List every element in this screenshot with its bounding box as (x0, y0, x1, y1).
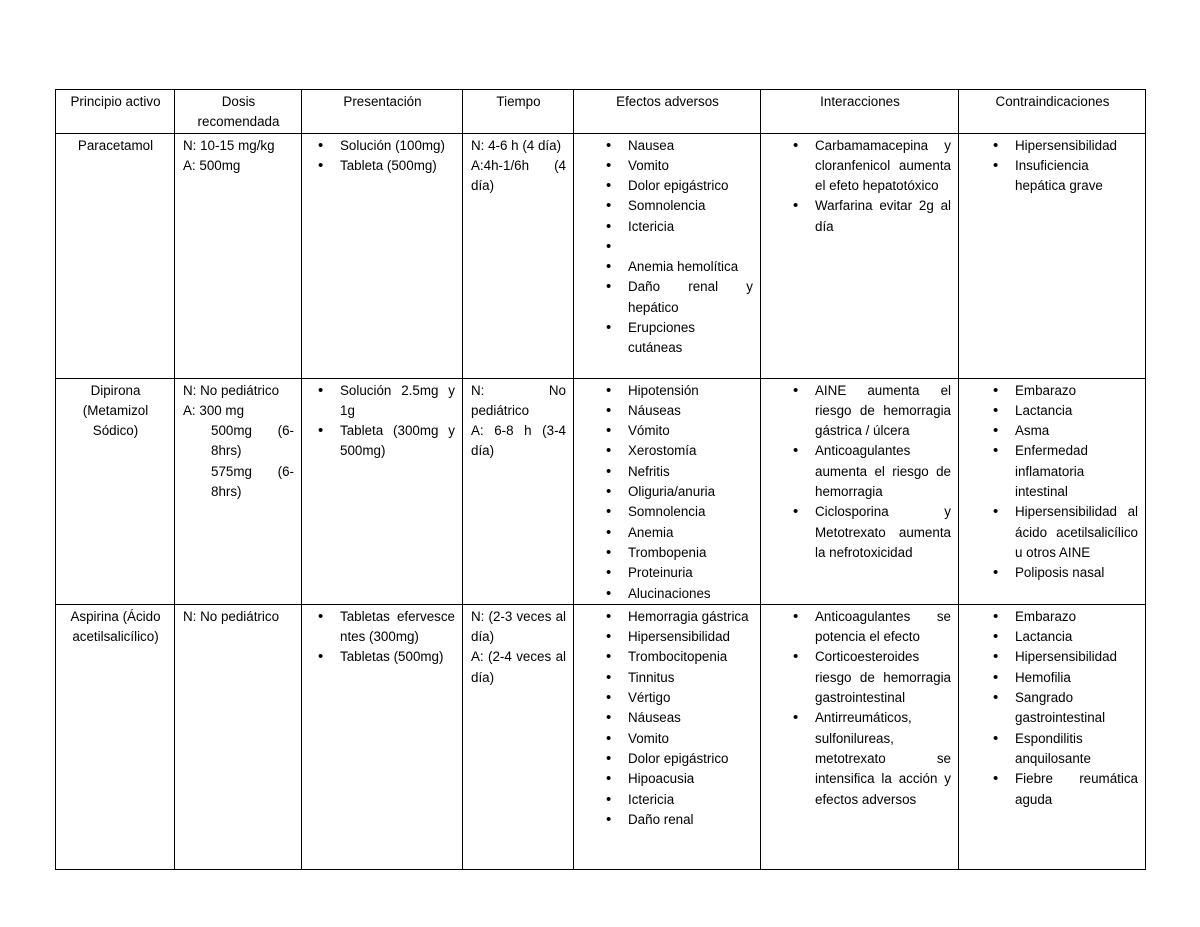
list-item: • Daño renal (604, 810, 753, 830)
list-item: • Alucinaciones (604, 584, 753, 604)
cell-presentacion (302, 378, 463, 604)
cell-contraindicaciones (959, 133, 1146, 378)
list-item: • Anemia (604, 523, 753, 543)
cell-efectos (574, 133, 761, 378)
dose-line: N: No pediátrico (183, 382, 280, 398)
cell-efectos (574, 378, 761, 604)
cell-contraindicaciones (959, 604, 1146, 869)
list-item: • Warfarina evitar 2g al día (791, 196, 951, 237)
list-item: • Sangrado gastrointestinal (991, 688, 1138, 729)
time-line: N: (2-3 veces al día) (471, 608, 566, 645)
list-item: • Corticoesteroides riesgo de hemorragia gastrointestinal (791, 647, 951, 708)
cell-tiempo (463, 133, 574, 378)
list-item: • Hipersensibilidad (604, 627, 753, 647)
list-item: • Tableta (500mg) (316, 156, 455, 176)
list-item: • Trombocitopenia (604, 647, 753, 667)
list-item: • Vómito (604, 421, 753, 441)
dose-line: A: 500mg (183, 157, 241, 173)
list-item: • Dolor epigástrico (604, 749, 753, 769)
document-page (55, 89, 1146, 870)
list-item: • Asma (991, 421, 1138, 441)
list-item: • Solución (100mg) (316, 136, 455, 156)
list-item: • Espondilitis anquilosante (991, 729, 1138, 770)
cell-presentacion (302, 604, 463, 869)
list-item: • Proteinuria (604, 563, 753, 583)
list-item: • Hemorragia gástrica (604, 607, 753, 627)
list-item: • Nausea (604, 136, 753, 156)
time-line: A: 6-8 h (3-4 día) (471, 423, 566, 459)
time-line: A: (2-4 veces al día) (471, 649, 566, 685)
cell-presentacion (302, 133, 463, 378)
list-item: • Vértigo (604, 688, 753, 708)
list-item: • Tinnitus (604, 668, 753, 688)
list-item: • Náuseas (604, 401, 753, 421)
cell-interacciones (761, 133, 959, 378)
list-item: • Solución 2.5mg y 1g (316, 381, 455, 422)
cell-contraindicaciones (959, 378, 1146, 604)
list-item: • Trombopenia (604, 543, 753, 563)
list-item: • Xerostomía (604, 441, 753, 461)
list-item: • Lactancia (991, 627, 1138, 647)
time-line: A:4h-1/6h (4 día) (471, 157, 566, 194)
list-item: • Somnolencia (604, 502, 753, 522)
cell-tiempo (463, 378, 574, 604)
list-item: • Hipersensibilidad al ácido acetilsalicílico u otros AINE (991, 502, 1138, 563)
list-item: • Embarazo (991, 607, 1138, 627)
list-item: • Fiebre reumática aguda (991, 769, 1138, 810)
list-item-empty (604, 237, 753, 257)
list-item: • Vomito (604, 729, 753, 749)
list-item: • Daño renal y hepático (604, 277, 753, 318)
header-row (56, 90, 1146, 134)
cell-interacciones (761, 378, 959, 604)
list-item: • Ciclosporina y Metotrexato aumenta la nefrotoxicidad (791, 502, 951, 563)
header-tiempo: Tiempo (463, 90, 574, 134)
list-item: • Náuseas (604, 708, 753, 728)
time-line: N: 4-6 h (4 día) (471, 137, 562, 153)
list-item: • AINE aumenta el riesgo de hemorragia gástrica / úlcera (791, 381, 951, 442)
dose-line: A: 300 mg (183, 402, 245, 418)
dose-line: 500mg (6-8hrs) (211, 423, 294, 459)
list-item: • Ictericia (604, 217, 753, 237)
cell-dosis (175, 378, 302, 604)
list-item: • Tableta (300mg y 500mg) (316, 421, 455, 462)
list-item: • Anticoagulantes se potencia el efecto (791, 607, 951, 648)
list-item: • Antirreumáticos, sulfonilureas, metotrexato se intensifica la acción y efectos adversos (791, 708, 951, 809)
header-contraindicaciones: Contraindicaciones (959, 90, 1146, 134)
header-interacciones: Interacciones (761, 90, 959, 134)
dose-line: N: No pediátrico (183, 608, 280, 624)
list-item: • Anemia hemolítica (604, 257, 753, 277)
list-item: • Tabletas efervescentes (300mg) (316, 607, 455, 648)
list-item: • Ictericia (604, 790, 753, 810)
list-item: • Somnolencia (604, 196, 753, 216)
list-item: • Erupciones cutáneas (604, 318, 753, 359)
list-item: • Hipersensibilidad (991, 136, 1138, 156)
cell-dosis (175, 133, 302, 378)
table-row-dipirona (56, 378, 1146, 604)
cell-principio: Aspirina (Ácido acetilsalicílico) (56, 604, 175, 869)
header-presentacion: Presentación (302, 90, 463, 134)
list-item: • Nefritis (604, 462, 753, 482)
cell-tiempo (463, 604, 574, 869)
list-item: • Vomito (604, 156, 753, 176)
list-item: • Anticoagulantes aumenta el riesgo de hemorragia (791, 441, 951, 502)
list-item: • Carbamamacepina y cloranfenicol aumenta el efeto hepatotóxico (791, 136, 951, 197)
table-row-aspirina (56, 604, 1146, 869)
cell-dosis (175, 604, 302, 869)
header-efectos: Efectos adversos (574, 90, 761, 134)
list-item: • Embarazo (991, 381, 1138, 401)
list-item: • Insuficiencia hepática grave (991, 156, 1138, 197)
list-item: • Tabletas (500mg) (316, 647, 455, 667)
list-item: • Dolor epigástrico (604, 176, 753, 196)
header-dosis: Dosis recomendada (175, 90, 302, 134)
list-item: • Oliguria/anuria (604, 482, 753, 502)
cell-principio: Paracetamol (56, 133, 175, 378)
dose-line: 575mg (6-8hrs) (211, 463, 294, 500)
table-row-paracetamol (56, 133, 1146, 378)
cell-efectos (574, 604, 761, 869)
drug-table (55, 89, 1146, 870)
cell-interacciones (761, 604, 959, 869)
list-item: • Lactancia (991, 401, 1138, 421)
time-line: N: No pediátrico (471, 382, 566, 418)
list-item: • Hemofilia (991, 668, 1138, 688)
list-item: • Poliposis nasal (991, 563, 1138, 583)
list-item: • Enfermedad inflamatoria intestinal (991, 441, 1138, 502)
list-item: • Hipotensión (604, 381, 753, 401)
dose-line: N: 10-15 mg/kg (183, 137, 275, 153)
cell-principio: Dipirona (Metamizol Sódico) (56, 378, 175, 604)
list-item: • Hipersensibilidad (991, 647, 1138, 667)
header-principio: Principio activo (56, 90, 175, 134)
list-item: • Hipoacusia (604, 769, 753, 789)
